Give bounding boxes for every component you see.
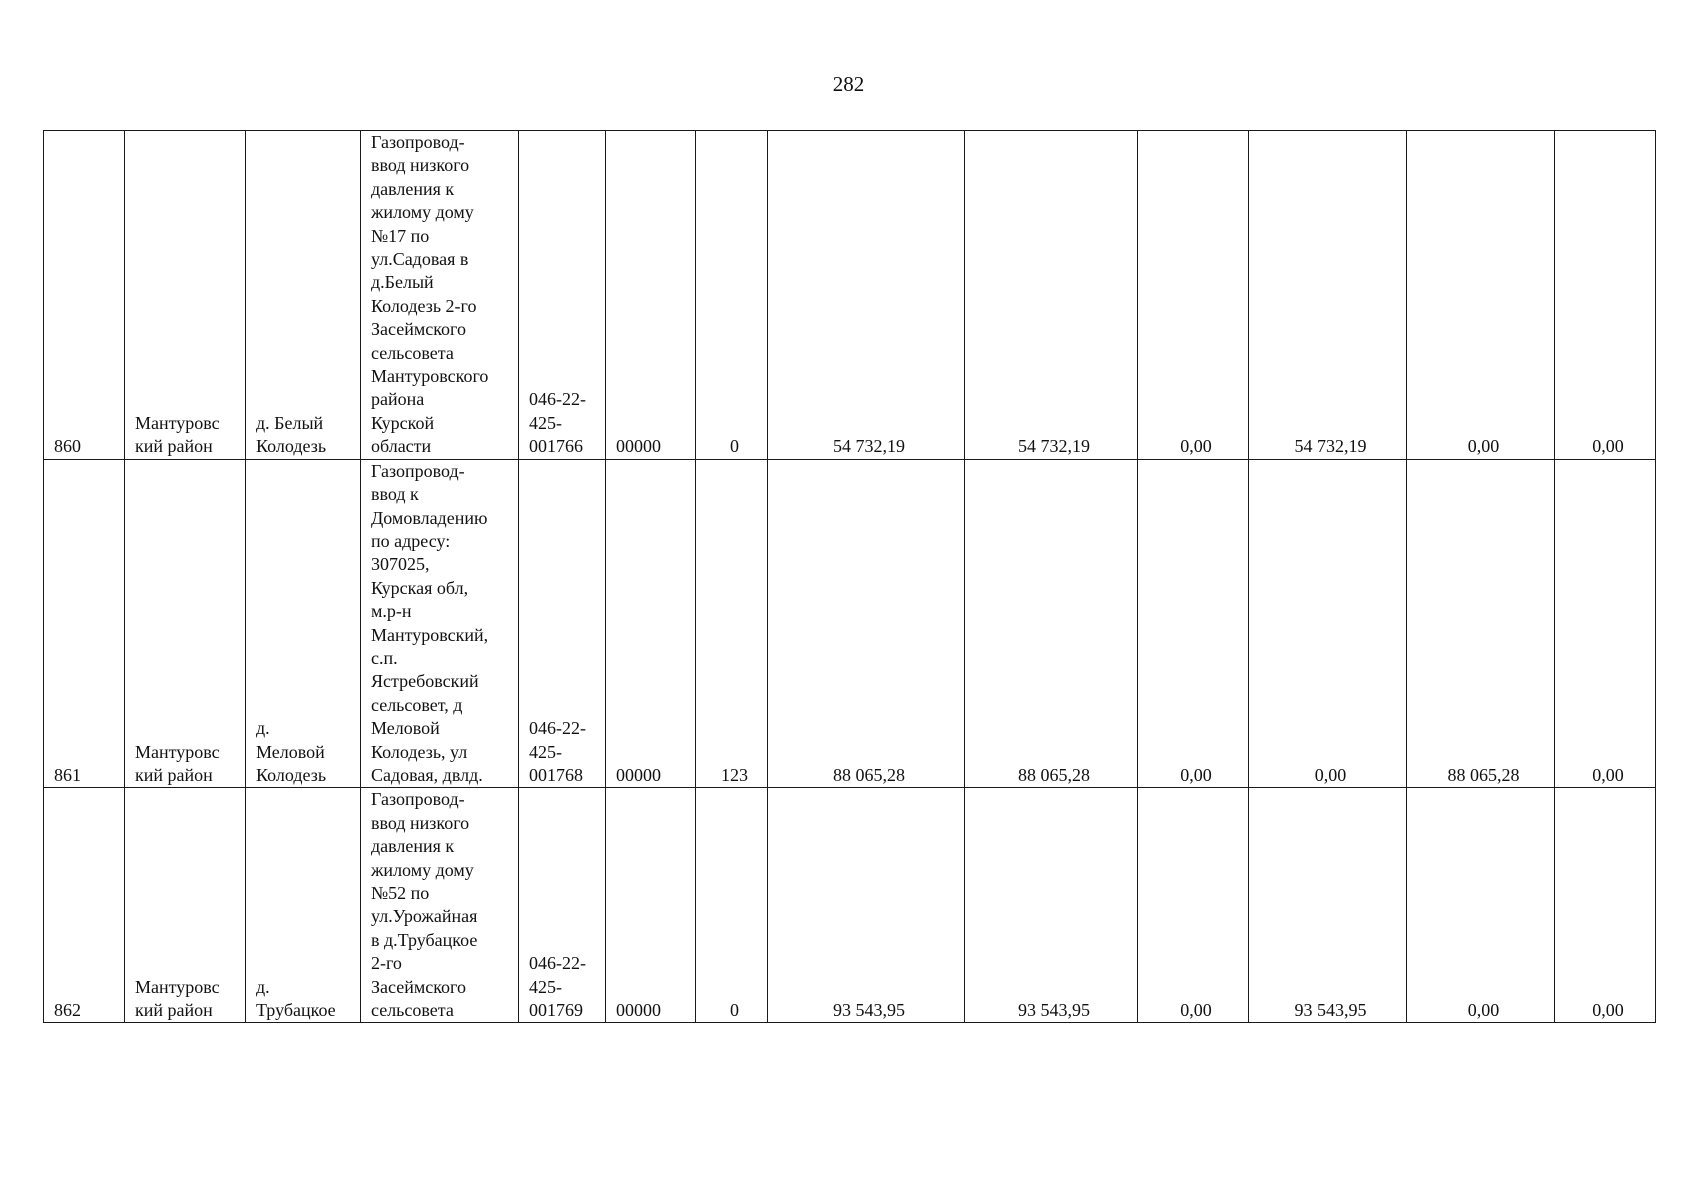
cadastral-code-cell-line: 425- [529,412,562,433]
code2-cell: 00000 [606,459,696,788]
district-cell-line: кий район [135,1000,213,1021]
locality-cell-line: д. [256,976,270,997]
description-cell-line: Газопровод- [371,789,465,810]
value1-cell: 0,00 [1138,459,1249,788]
cadastral-code-cell-line: 001768 [529,764,583,785]
description-cell-line: Ястребовский [371,671,479,692]
description-cell-line: Мантуровского [371,366,489,387]
description-cell-line: области [371,436,432,457]
description-cell-line: давления к [371,836,455,857]
district-cell [125,459,246,788]
value1-cell: 0,00 [1138,788,1249,1023]
cadastral-code-cell [519,459,606,788]
description-cell-line: по адресу: [371,530,451,551]
description-cell [361,788,519,1023]
quantity-cell: 123 [696,459,768,788]
description-cell-line: Газопровод- [371,132,465,152]
value2-cell: 93 543,95 [1249,788,1407,1023]
description-cell-line: сельсовет, д [371,694,463,715]
table-row [44,788,1656,1023]
amount-cell: 93 543,95 [965,788,1138,1023]
cadastral-code-cell-line: 046-22- [529,953,586,974]
value2-cell: 0,00 [1249,459,1407,788]
cadastral-code-cell-line: 001769 [529,1000,583,1021]
code2-cell: 00000 [606,788,696,1023]
description-cell [361,459,519,788]
locality-cell [246,788,361,1023]
district-cell [125,131,246,460]
district-cell-line: Мантуровс [135,741,220,762]
description-cell-line: сельсовета [371,342,454,363]
description-cell-line: Колодезь, ул [371,741,468,762]
page-number: 282 [832,72,865,96]
district-cell [125,788,246,1023]
amount-cell: 54 732,19 [965,131,1138,460]
registry-table [43,130,1656,1023]
description-cell-line: Засеймского [371,976,466,997]
district-cell-line: Мантуровс [135,976,220,997]
district-cell-line: кий район [135,436,213,457]
description-cell-line: с.п. [371,647,398,668]
description-cell-line: Домовладению [371,507,488,528]
description-cell-line: Газопровод- [371,460,465,481]
value3-cell: 0,00 [1407,131,1555,460]
district-cell-line: кий район [135,764,213,785]
description-cell-line: Мантуровский, [371,624,489,645]
description-cell-line: сельсовета [371,1000,454,1021]
description-cell-line: Меловой [371,718,440,739]
cadastral-code-cell-line: 046-22- [529,718,586,739]
description-cell-line: м.р-н [371,601,412,622]
code2-cell: 00000 [606,131,696,460]
registry-body [44,131,1656,1023]
locality-cell-line: Колодезь [256,764,327,785]
total-cell: 54 732,19 [768,131,965,460]
table-row [44,459,1656,788]
description-cell-line: Садовая, двлд. [371,764,483,785]
cadastral-code-cell-line: 046-22- [529,389,586,410]
description-cell-line: ввод к [371,484,419,505]
row-number-cell: 861 [44,459,125,788]
value3-cell: 88 065,28 [1407,459,1555,788]
description-cell-line: Курская обл, [371,577,469,598]
value4-cell: 0,00 [1555,131,1656,460]
locality-cell-line: Трубацкое [256,1000,336,1021]
description-cell-line: 2-го [371,953,402,974]
description-cell-line: жилому дому [371,859,474,880]
value4-cell: 0,00 [1555,788,1656,1023]
description-cell-line: ввод низкого [371,812,470,833]
cadastral-code-cell-line: 425- [529,741,562,762]
description-cell-line: Колодезь 2-го [371,295,477,316]
quantity-cell: 0 [696,788,768,1023]
cadastral-code-cell-line: 001766 [529,436,583,457]
amount-cell: 88 065,28 [965,459,1138,788]
value4-cell: 0,00 [1555,459,1656,788]
description-cell-line: ввод низкого [371,155,470,176]
cadastral-code-cell [519,131,606,460]
locality-cell-line: Колодезь [256,436,327,457]
description-cell [361,131,519,460]
description-cell-line: в д.Трубацкое [371,929,478,950]
locality-cell [246,459,361,788]
total-cell: 88 065,28 [768,459,965,788]
cadastral-code-cell [519,788,606,1023]
district-cell-line: Мантуровс [135,412,220,433]
quantity-cell: 0 [696,131,768,460]
value1-cell: 0,00 [1138,131,1249,460]
description-cell-line: ул.Садовая в [371,249,469,270]
description-cell-line: д.Белый [371,272,434,293]
row-number-cell: 860 [44,131,125,460]
description-cell-line: района [371,389,425,410]
description-cell-line: Курской [371,412,435,433]
row-number-cell: 862 [44,788,125,1023]
table-row [44,131,1656,460]
locality-cell-line: д. [256,718,270,739]
locality-cell [246,131,361,460]
description-cell-line: жилому дому [371,202,474,223]
locality-cell-line: д. Белый [256,412,324,433]
value3-cell: 0,00 [1407,788,1555,1023]
locality-cell-line: Меловой [256,741,325,762]
cadastral-code-cell-line: 425- [529,976,562,997]
description-cell-line: №52 по [371,883,430,903]
description-cell-line: 307025, [371,554,430,575]
total-cell: 93 543,95 [768,788,965,1023]
value2-cell: 54 732,19 [1249,131,1407,460]
description-cell-line: ул.Урожайная [371,906,478,927]
description-cell-line: №17 по [371,225,430,246]
description-cell-line: давления к [371,178,455,199]
description-cell-line: Засеймского [371,319,466,340]
